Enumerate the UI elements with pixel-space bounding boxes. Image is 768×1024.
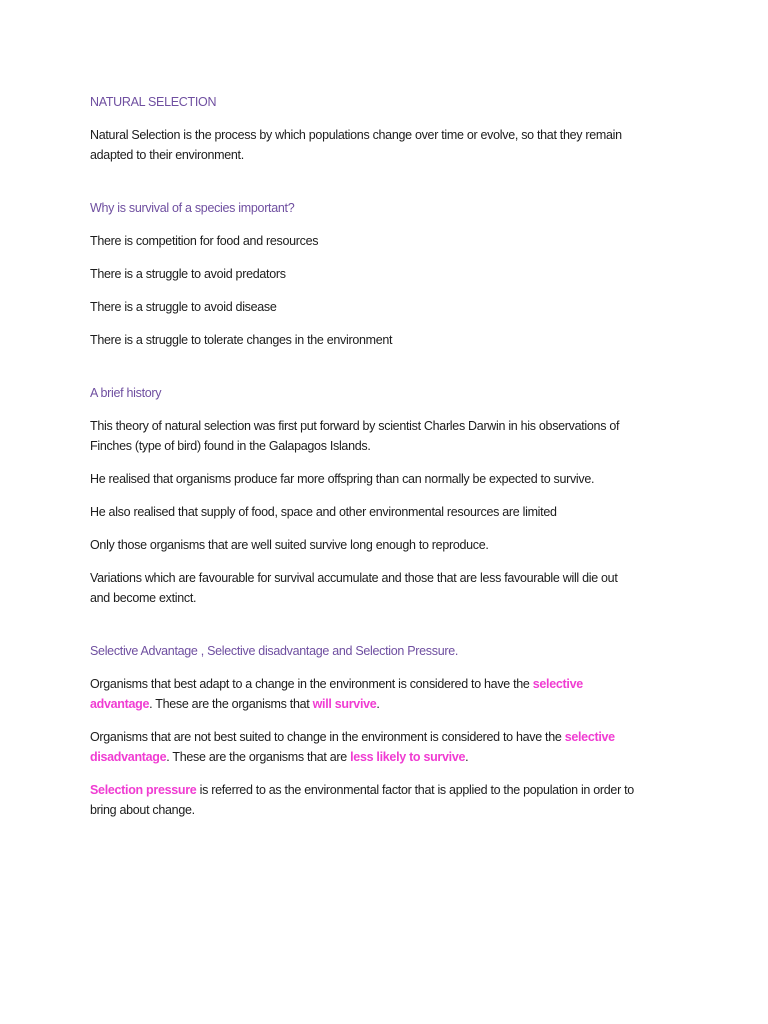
highlighted-term: selective <box>532 677 583 691</box>
history-paragraph <box>90 416 710 456</box>
section-selection <box>90 641 710 820</box>
paragraph-line: adapted to their environment. <box>90 148 244 162</box>
highlighted-term: less likely to survive <box>350 750 466 764</box>
section-heading: Selective Advantage , Selective disadvantage and Selection Pressure. <box>90 644 459 658</box>
selection-paragraph <box>90 780 710 820</box>
paragraph-line <box>90 727 710 747</box>
section-heading: Why is survival of a species important? <box>90 201 295 215</box>
paragraph-line <box>90 694 710 714</box>
selection-paragraph <box>90 674 710 714</box>
text-segment: . These are the organisms that <box>149 697 313 711</box>
paragraph-line <box>90 747 710 767</box>
text-segment: Organisms that best adapt to a change in the environment is considered to have the <box>90 677 533 691</box>
text-segment: bring about change. <box>90 803 195 817</box>
history-paragraph <box>90 502 710 522</box>
paragraph-line <box>90 800 710 820</box>
text-segment: . These are the organisms that are <box>166 750 351 764</box>
intro-paragraph <box>90 125 710 165</box>
survival-reason: There is a struggle to tolerate changes in the environment <box>90 333 393 347</box>
section-natural-selection <box>90 92 710 165</box>
paragraph-line: Variations which are favourable for survival accumulate and those that are less favourable will die out <box>90 571 618 585</box>
paragraph-line: Natural Selection is the process by which populations change over time or evolve, so that they remain <box>90 128 622 142</box>
paragraph-line: Finches (type of bird) found in the Galapagos Islands. <box>90 439 371 453</box>
selection-paragraph <box>90 727 710 767</box>
history-paragraph <box>90 469 710 489</box>
highlighted-term: disadvantage <box>90 750 167 764</box>
history-paragraph <box>90 535 710 555</box>
section-heading: A brief history <box>90 386 162 400</box>
survival-reason: There is a struggle to avoid disease <box>90 300 277 314</box>
paragraph-line <box>90 780 710 800</box>
text-segment: Organisms that are not best suited to change in the environment is considered to have the <box>90 730 565 744</box>
page-title: NATURAL SELECTION <box>90 95 217 109</box>
paragraph-line: This theory of natural selection was first put forward by scientist Charles Darwin in his observations of <box>90 419 620 433</box>
paragraph-line: Only those organisms that are well suited survive long enough to reproduce. <box>90 538 489 552</box>
section-survival <box>90 198 710 350</box>
highlighted-term: advantage <box>90 697 150 711</box>
paragraph-line: He also realised that supply of food, space and other environmental resources are limited <box>90 505 557 519</box>
highlighted-term: will survive <box>312 697 377 711</box>
history-paragraph <box>90 568 710 608</box>
text-segment: is referred to as the environmental factor that is applied to the population in order to <box>196 783 634 797</box>
paragraph-line <box>90 674 710 694</box>
survival-reason: There is competition for food and resources <box>90 234 319 248</box>
survival-reason: There is a struggle to avoid predators <box>90 267 286 281</box>
document-body <box>90 92 710 833</box>
highlighted-term: selective <box>564 730 615 744</box>
paragraph-line: He realised that organisms produce far more offspring than can normally be expected to survive. <box>90 472 595 486</box>
paragraph-line: and become extinct. <box>90 591 197 605</box>
section-history <box>90 383 710 608</box>
text-segment: . <box>376 697 380 711</box>
highlighted-term: Selection pressure <box>90 783 197 797</box>
text-segment: . <box>465 750 469 764</box>
